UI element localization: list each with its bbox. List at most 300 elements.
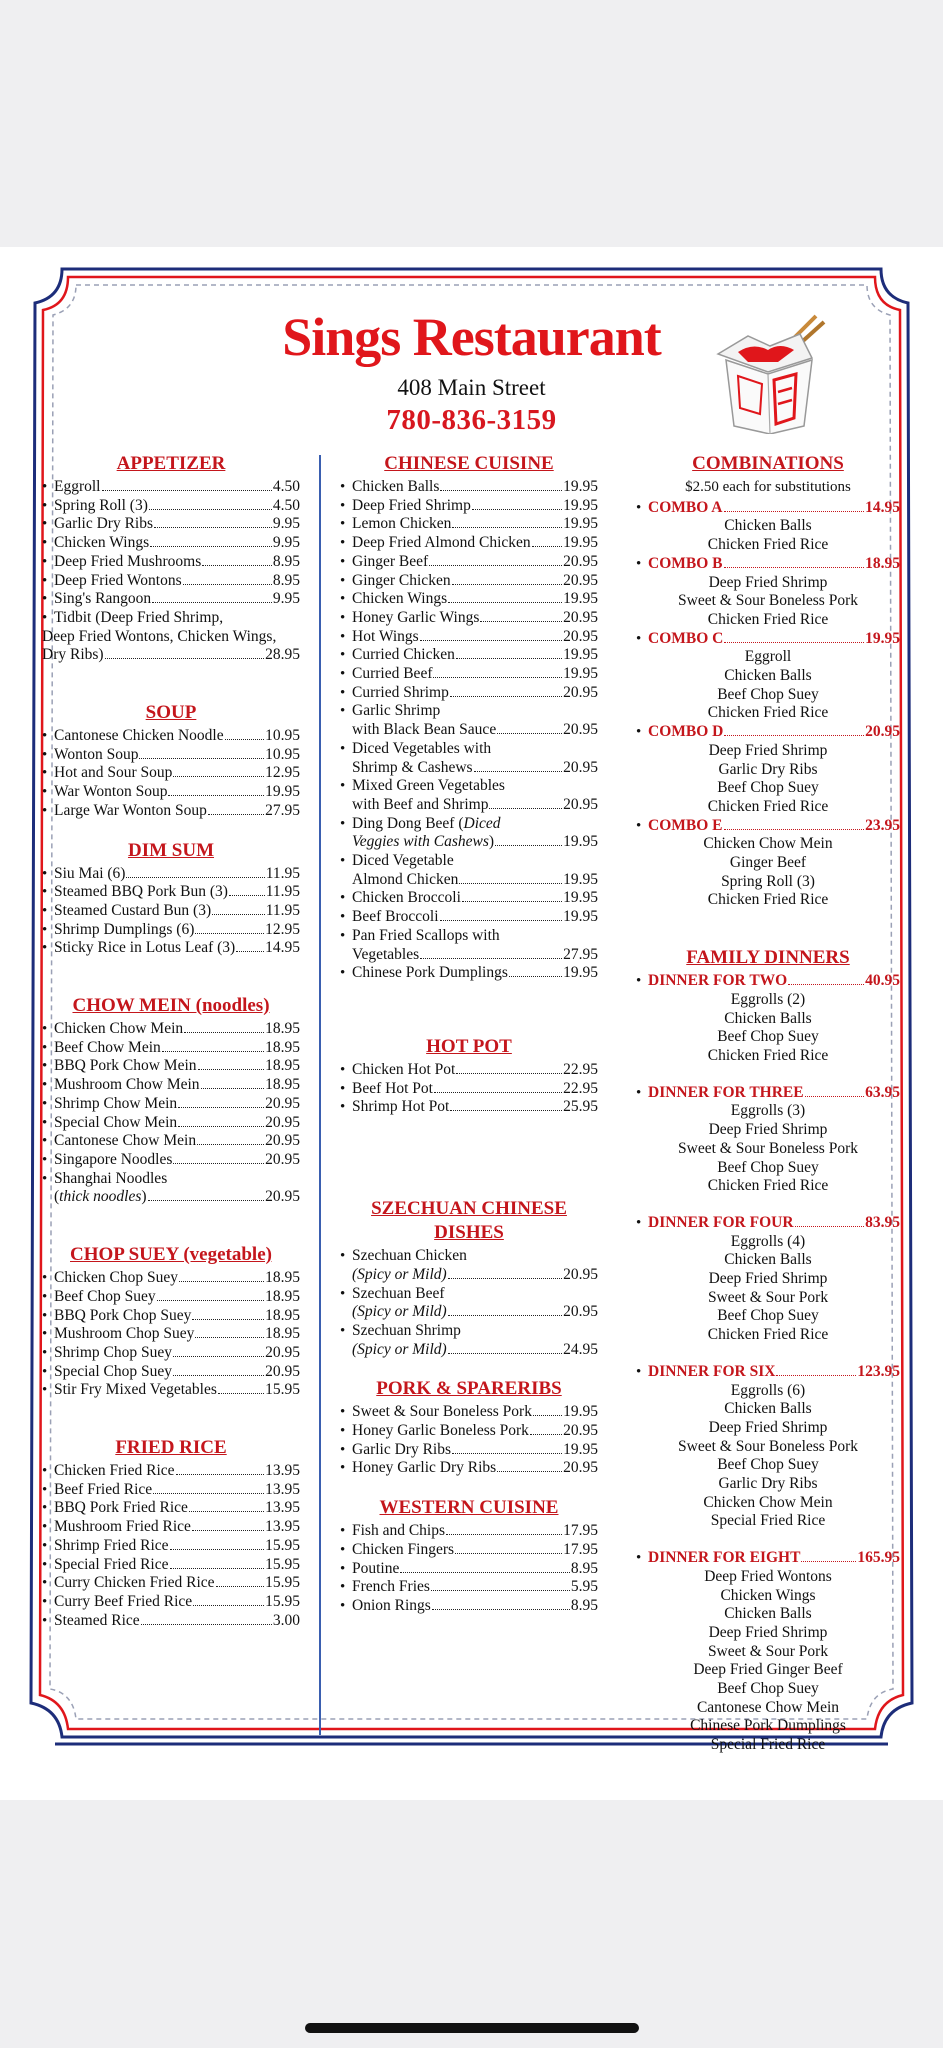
included-dish: Deep Fried Shrimp	[708, 1270, 828, 1288]
menu-item[interactable]	[340, 478, 598, 497]
item-price: 5.95	[570, 1578, 598, 1596]
item-name: • Deep Fried Mushrooms	[54, 552, 202, 570]
menu-item[interactable]	[340, 572, 598, 591]
dot-leader	[456, 1073, 562, 1074]
dot-leader	[450, 1110, 562, 1111]
menu-item[interactable]: Dry Ribs) 28.95	[42, 646, 300, 664]
included-dish: Spring Roll (3)	[721, 872, 815, 890]
item-price: 83.95	[865, 1213, 900, 1231]
menu-item[interactable]	[42, 939, 300, 958]
included-dish: Chinese Pork Dumplings	[690, 1717, 846, 1735]
menu-item[interactable]	[42, 1076, 300, 1095]
dot-leader	[141, 1624, 272, 1625]
included-dish: Chicken Chow Mein	[703, 835, 833, 853]
item-name: • Garlic Dry Ribs	[352, 1440, 452, 1458]
menu-item[interactable]	[42, 1462, 300, 1481]
item-price: 20.95	[563, 552, 598, 570]
combo-item[interactable]	[636, 555, 900, 574]
dot-leader	[153, 1493, 264, 1494]
column-left	[42, 452, 300, 1630]
item-price: 22.95	[563, 1060, 598, 1078]
dot-leader	[229, 895, 265, 896]
item-price: 12.95	[265, 764, 300, 782]
menu-item[interactable]	[340, 1441, 598, 1460]
menu-item[interactable]	[42, 1499, 300, 1518]
dot-leader	[173, 1163, 264, 1164]
menu-item[interactable]	[42, 515, 300, 534]
menu-item[interactable]	[42, 1481, 300, 1500]
item-name: • Szechuan Shrimp	[352, 1321, 461, 1339]
menu-item[interactable]	[42, 1518, 300, 1537]
menu-item[interactable]: Shrimp & Cashews 20.95	[352, 758, 598, 776]
item-price: 27.95	[265, 801, 300, 819]
item-name: • DINNER FOR EIGHT	[648, 1549, 801, 1567]
included-dish: Cantonese Chow Mein	[696, 1698, 840, 1716]
included-dish: Eggrolls (4)	[730, 1232, 806, 1250]
dot-leader	[509, 976, 562, 977]
menu-item-detail[interactable]: (Spicy or Mild) 20.95	[352, 1265, 598, 1283]
item-price: 20.95	[265, 1113, 300, 1131]
dot-leader	[472, 509, 562, 510]
item-price: 19.95	[563, 496, 598, 514]
menu-item[interactable]	[42, 1574, 300, 1593]
menu-item[interactable]	[340, 1061, 598, 1080]
dot-leader	[176, 1474, 265, 1475]
item-price: 19.95	[563, 964, 598, 982]
menu-item[interactable]	[42, 497, 300, 516]
dot-leader	[434, 1092, 562, 1093]
dot-leader	[452, 584, 563, 585]
dot-leader	[448, 1315, 562, 1316]
item-price: 11.95	[265, 901, 300, 919]
item-name: • Szechuan Chicken	[352, 1247, 467, 1265]
included-dish: Chicken Fried Rice	[707, 536, 829, 554]
item-name: • Special Chop Suey	[54, 1362, 172, 1380]
item-price: 8.95	[570, 1596, 598, 1614]
included-dish: Eggroll	[744, 648, 792, 666]
item-name: • COMBO A	[648, 498, 723, 516]
menu-item[interactable]: • Garlic Shrimp	[340, 702, 598, 721]
item-name: • Honey Garlic Dry Ribs	[352, 1459, 497, 1477]
dot-leader	[429, 565, 562, 566]
section-title-pork-spareribs: PORK & SPARERIBS	[376, 1378, 562, 1400]
item-price: 10.95	[265, 745, 300, 763]
item-name: • Wonton Soup	[54, 745, 139, 763]
menu-item[interactable]	[42, 783, 300, 802]
combo-item[interactable]	[636, 499, 900, 518]
item-price: 17.95	[563, 1540, 598, 1558]
section-title-szechuan: SZECHUAN CHINESE	[371, 1198, 567, 1220]
item-name: • Hot and Sour Soup	[54, 764, 173, 782]
menu-item[interactable]	[340, 515, 598, 534]
menu-item[interactable]	[340, 534, 598, 553]
item-name: • Chicken Fried Rice	[54, 1462, 175, 1480]
menu-item[interactable]: • Pan Fried Scallops with	[340, 927, 598, 946]
menu-item[interactable]: with Black Bean Sauce 20.95	[352, 721, 598, 739]
menu-item[interactable]	[340, 665, 598, 684]
item-price: 19.95	[563, 1403, 598, 1421]
section-title-chop-suey: CHOP SUEY (vegetable)	[70, 1244, 272, 1266]
item-name: • Fish and Chips	[352, 1522, 446, 1540]
item-price: 20.95	[563, 1459, 598, 1477]
item-name: • Chicken Hot Pot	[352, 1060, 456, 1078]
item-name: • Deep Fried Almond Chicken	[352, 534, 531, 552]
dot-leader	[724, 829, 865, 830]
item-name: • Poutine	[352, 1559, 400, 1577]
menu-item[interactable]	[42, 1381, 300, 1400]
item-name: • COMBO B	[648, 554, 723, 572]
dot-leader	[724, 735, 864, 736]
dot-leader	[432, 1609, 570, 1610]
menu-item[interactable]: with Beef and Shrimp 20.95	[352, 795, 598, 813]
combo-item[interactable]	[636, 817, 900, 836]
section-title-family-dinners: FAMILY DINNERS	[686, 947, 850, 969]
dot-leader	[195, 933, 264, 934]
menu-item[interactable]: • Diced Vegetables with	[340, 740, 598, 759]
item-name: • Szechuan Beef	[352, 1284, 445, 1302]
menu-item-detail: Deep Fried Wontons, Chicken Wings,	[42, 627, 277, 645]
menu-item[interactable]	[340, 590, 598, 609]
section-title-chow-mein: CHOW MEIN (noodles)	[72, 995, 270, 1017]
section-title-dim-sum: DIM SUM	[127, 839, 215, 861]
dot-leader	[724, 567, 865, 568]
item-price: 18.95	[865, 554, 900, 572]
item-name: • Shrimp Chow Mein	[54, 1094, 178, 1112]
menu-item[interactable]	[340, 1422, 598, 1441]
item-price: 11.95	[265, 864, 300, 882]
item-price: 19.95	[563, 515, 598, 533]
menu-item[interactable]	[42, 1132, 300, 1151]
item-price: 24.95	[563, 1340, 598, 1358]
dot-leader	[202, 565, 272, 566]
column-right	[636, 452, 900, 1773]
item-name: • Onion Rings	[352, 1596, 431, 1614]
item-price: 20.95	[563, 608, 598, 626]
dot-leader	[218, 1393, 264, 1394]
included-dish: Beef Chop Suey	[717, 779, 819, 797]
dot-leader	[173, 1356, 264, 1357]
item-price: 20.95	[563, 1303, 598, 1321]
included-dish: Chicken Fried Rice	[707, 704, 829, 722]
family-dinner-item[interactable]	[636, 972, 900, 991]
item-price: 17.95	[563, 1522, 598, 1540]
item-price: 25.95	[563, 1098, 598, 1116]
dot-leader	[530, 1434, 562, 1435]
menu-item[interactable]	[340, 497, 598, 516]
menu-item[interactable]	[340, 964, 598, 983]
dot-leader	[801, 1561, 856, 1562]
home-indicator[interactable]	[305, 2023, 639, 2033]
item-name: • Chinese Pork Dumplings	[352, 964, 508, 982]
column-divider	[319, 455, 321, 1735]
dot-leader	[192, 1319, 264, 1320]
menu-item[interactable]: (thick noodles) 20.95	[54, 1188, 300, 1206]
included-dish: Special Fried Rice	[710, 1736, 826, 1754]
dot-leader	[433, 677, 562, 678]
menu-item[interactable]	[42, 1020, 300, 1039]
included-dish: Chicken Balls	[724, 1400, 812, 1418]
menu-item[interactable]	[42, 1363, 300, 1382]
menu-item[interactable]	[42, 1288, 300, 1307]
chinese-takeout-box-icon	[708, 314, 832, 434]
menu-item[interactable]	[42, 802, 300, 821]
dot-leader	[184, 1032, 264, 1033]
menu-item[interactable]	[340, 1080, 598, 1099]
menu-item[interactable]	[42, 883, 300, 902]
item-name: • Steamed Rice	[54, 1611, 140, 1629]
menu-item-detail[interactable]: (Spicy or Mild) 24.95	[352, 1340, 598, 1358]
item-name: • Lemon Chicken	[352, 515, 452, 533]
item-price: 20.95	[563, 1265, 598, 1283]
included-dish: Sweet & Sour Boneless Pork	[678, 1139, 858, 1157]
menu-item[interactable]: • Tidbit (Deep Fried Shrimp,	[42, 609, 300, 628]
menu-item[interactable]	[42, 921, 300, 940]
menu-item[interactable]: Vegetables 27.95	[352, 945, 598, 963]
menu-item[interactable]	[340, 646, 598, 665]
menu-item[interactable]	[42, 534, 300, 553]
menu-page	[0, 247, 943, 1800]
dot-leader	[173, 1375, 264, 1376]
included-dish: Beef Chop Suey	[717, 1307, 819, 1325]
item-price: 15.95	[265, 1381, 300, 1399]
menu-item[interactable]	[340, 628, 598, 647]
menu-item[interactable]	[340, 1541, 598, 1560]
restaurant-phone[interactable]: 780-836-3159	[386, 404, 557, 436]
item-name: • Cantonese Chow Mein	[54, 1132, 197, 1150]
included-dish: Chicken Fried Rice	[707, 1046, 829, 1064]
included-dish: Chicken Balls	[724, 667, 812, 685]
dot-leader	[225, 739, 265, 740]
menu-item[interactable]	[42, 1269, 300, 1288]
included-dish: Beef Chop Suey	[717, 1680, 819, 1698]
menu-item[interactable]	[42, 1307, 300, 1326]
family-dinner-item[interactable]	[636, 1549, 900, 1568]
menu-item[interactable]: • Shanghai Noodles	[42, 1170, 300, 1189]
dot-leader	[193, 1605, 264, 1606]
menu-item[interactable]	[42, 1325, 300, 1344]
menu-item[interactable]	[340, 889, 598, 908]
menu-item[interactable]	[42, 902, 300, 921]
item-price: 19.95	[563, 534, 598, 552]
menu-item[interactable]	[42, 1537, 300, 1556]
family-dinner-item[interactable]	[636, 1363, 900, 1382]
included-dish: Eggrolls (6)	[730, 1381, 806, 1399]
item-name: • Chicken Fingers	[352, 1540, 455, 1558]
item-price: 14.95	[265, 939, 300, 957]
dot-leader	[152, 602, 272, 603]
item-name: • Beef Hot Pot	[352, 1079, 433, 1097]
menu-item[interactable]	[340, 1578, 598, 1597]
item-price: 18.95	[265, 1076, 300, 1094]
dot-leader	[724, 642, 864, 643]
dot-leader	[448, 1353, 562, 1354]
menu-item[interactable]	[42, 865, 300, 884]
dot-leader	[139, 758, 264, 759]
family-dinner-item[interactable]	[636, 1084, 900, 1103]
menu-item[interactable]	[42, 1556, 300, 1575]
item-name: • Beef Chow Mein	[54, 1038, 161, 1056]
menu-item[interactable]	[42, 764, 300, 783]
item-name: • Honey Garlic Wings	[352, 608, 480, 626]
menu-item[interactable]	[42, 1095, 300, 1114]
menu-item[interactable]	[42, 590, 300, 609]
menu-item[interactable]	[42, 572, 300, 591]
menu-item[interactable]	[340, 684, 598, 703]
item-price: 20.95	[563, 683, 598, 701]
item-name: • DINNER FOR FOUR	[648, 1213, 794, 1231]
item-price: 18.95	[265, 1287, 300, 1305]
menu-item[interactable]	[42, 1344, 300, 1363]
menu-item[interactable]	[340, 908, 598, 927]
family-dinner-item[interactable]	[636, 1214, 900, 1233]
included-dish: Garlic Dry Ribs	[718, 760, 818, 778]
dot-leader	[189, 1511, 264, 1512]
menu-item[interactable]	[42, 1593, 300, 1612]
dot-leader	[420, 640, 562, 641]
dot-leader	[178, 1126, 264, 1127]
item-price: 20.95	[265, 1094, 300, 1112]
menu-item-detail[interactable]: (Spicy or Mild) 20.95	[352, 1303, 598, 1321]
dot-leader	[201, 1088, 265, 1089]
menu-item[interactable]	[340, 1322, 598, 1341]
item-price: 19.95	[563, 665, 598, 683]
dot-leader	[102, 490, 272, 491]
menu-item[interactable]	[42, 1151, 300, 1170]
item-price: 20.95	[265, 1132, 300, 1150]
menu-item[interactable]	[42, 1057, 300, 1076]
included-dish: Garlic Dry Ribs	[718, 1475, 818, 1493]
item-name: • Sticky Rice in Lotus Leaf (3)	[54, 939, 236, 957]
menu-item[interactable]	[42, 727, 300, 746]
menu-item[interactable]	[340, 609, 598, 628]
item-name: • BBQ Pork Chow Mein	[54, 1057, 197, 1075]
item-price: 18.95	[265, 1038, 300, 1056]
item-name: • Steamed Custard Bun (3)	[54, 901, 212, 919]
included-dish: Deep Fried Ginger Beef	[693, 1661, 843, 1679]
item-name: • Steamed BBQ Pork Bun (3)	[54, 883, 228, 901]
dot-leader	[400, 1572, 570, 1573]
item-price: 18.95	[265, 1269, 300, 1287]
menu-item[interactable]: • Ding Dong Beef (Diced	[340, 815, 598, 834]
included-dish: Deep Fried Shrimp	[708, 1623, 828, 1641]
item-name: • Ginger Chicken	[352, 571, 451, 589]
item-price: 20.95	[563, 571, 598, 589]
item-name: • French Fries	[352, 1578, 430, 1596]
included-dish: Chicken Balls	[724, 517, 812, 535]
item-price: 20.95	[265, 1150, 300, 1168]
included-dish: Chicken Wings	[720, 1586, 816, 1604]
included-dish: Sweet & Sour Boneless Pork	[678, 1437, 858, 1455]
section-title-szechuan-line2: DISHES	[434, 1222, 504, 1244]
item-name: • Singapore Noodles	[54, 1150, 173, 1168]
item-name: • Deep Fried Wontons	[54, 571, 182, 589]
included-dish: Chicken Fried Rice	[707, 1326, 829, 1344]
included-dish: Chicken Balls	[724, 1009, 812, 1027]
item-name: • Shrimp Hot Pot	[352, 1098, 450, 1116]
menu-item[interactable]	[340, 1459, 598, 1478]
item-name: • Chicken Wings	[352, 590, 448, 608]
combo-item[interactable]	[636, 630, 900, 649]
item-price: 18.95	[265, 1020, 300, 1038]
included-dish: Eggrolls (3)	[730, 1102, 806, 1120]
menu-item[interactable]	[42, 1612, 300, 1631]
menu-item[interactable]	[340, 1522, 598, 1541]
item-name: • Curry Chicken Fried Rice	[54, 1574, 215, 1592]
item-price: 19.95	[563, 590, 598, 608]
substitution-note: $2.50 each for substitutions	[685, 479, 851, 495]
dot-leader	[173, 776, 264, 777]
item-name: • Sweet & Sour Boneless Pork	[352, 1403, 532, 1421]
included-dish: Chicken Balls	[724, 1605, 812, 1623]
included-dish: Chicken Fried Rice	[707, 1177, 829, 1195]
item-price: 9.95	[272, 515, 300, 533]
item-name: • Chicken Balls	[352, 478, 440, 495]
dot-leader	[446, 1534, 562, 1535]
dot-leader	[150, 546, 272, 547]
included-dish: Beef Chop Suey	[717, 685, 819, 703]
dot-leader	[455, 1553, 562, 1554]
dot-leader	[462, 901, 562, 902]
dot-leader	[450, 696, 562, 697]
section-title-hot-pot: HOT POT	[426, 1035, 512, 1057]
menu-item[interactable]	[340, 1403, 598, 1422]
included-dish: Deep Fried Wontons	[704, 1567, 832, 1585]
item-name: • Mushroom Fried Rice	[54, 1518, 191, 1536]
restaurant-name: Sings Restaurant	[282, 307, 661, 367]
section-title-appetizer: APPETIZER	[116, 453, 226, 474]
item-name: • BBQ Pork Chop Suey	[54, 1306, 192, 1324]
dot-leader	[170, 1568, 265, 1569]
item-name: • Chicken Chow Mein	[54, 1020, 184, 1038]
menu-item[interactable]	[42, 746, 300, 765]
menu-item[interactable]	[42, 478, 300, 497]
menu-item[interactable]	[340, 1098, 598, 1117]
included-dish: Beef Chop Suey	[717, 1456, 819, 1474]
dot-leader	[216, 1586, 265, 1587]
menu-item[interactable]	[42, 1039, 300, 1058]
dot-leader	[149, 509, 272, 510]
item-price: 12.95	[265, 920, 300, 938]
item-name: • COMBO C	[648, 629, 724, 647]
dot-leader	[805, 1096, 865, 1097]
menu-item[interactable]: Veggies with Cashews) 19.95	[352, 833, 598, 851]
combo-item[interactable]	[636, 723, 900, 742]
dot-leader	[452, 1453, 562, 1454]
menu-item[interactable]	[340, 1560, 598, 1579]
item-price: 18.95	[265, 1057, 300, 1075]
item-price: 9.95	[272, 534, 300, 552]
dot-leader	[788, 984, 864, 985]
dot-leader	[448, 1278, 562, 1279]
menu-item[interactable]	[340, 1247, 598, 1266]
menu-item[interactable]	[340, 553, 598, 572]
item-price: 19.95	[563, 889, 598, 907]
menu-item[interactable]	[340, 1597, 598, 1616]
menu-item[interactable]	[42, 553, 300, 572]
dot-leader	[126, 877, 264, 878]
menu-item[interactable]: Almond Chicken 19.95	[352, 870, 598, 888]
dot-leader	[456, 658, 562, 659]
item-name: • Garlic Dry Ribs	[54, 515, 154, 533]
menu-item[interactable]	[42, 1114, 300, 1133]
item-name: • Siu Mai (6)	[54, 864, 126, 882]
dot-leader	[154, 527, 272, 528]
item-name: • Special Fried Rice	[54, 1555, 169, 1573]
menu-item[interactable]: • Diced Vegetable	[340, 852, 598, 871]
dot-leader	[795, 1226, 865, 1227]
menu-item[interactable]: • Mixed Green Vegetables	[340, 777, 598, 796]
menu-item[interactable]	[340, 1285, 598, 1304]
